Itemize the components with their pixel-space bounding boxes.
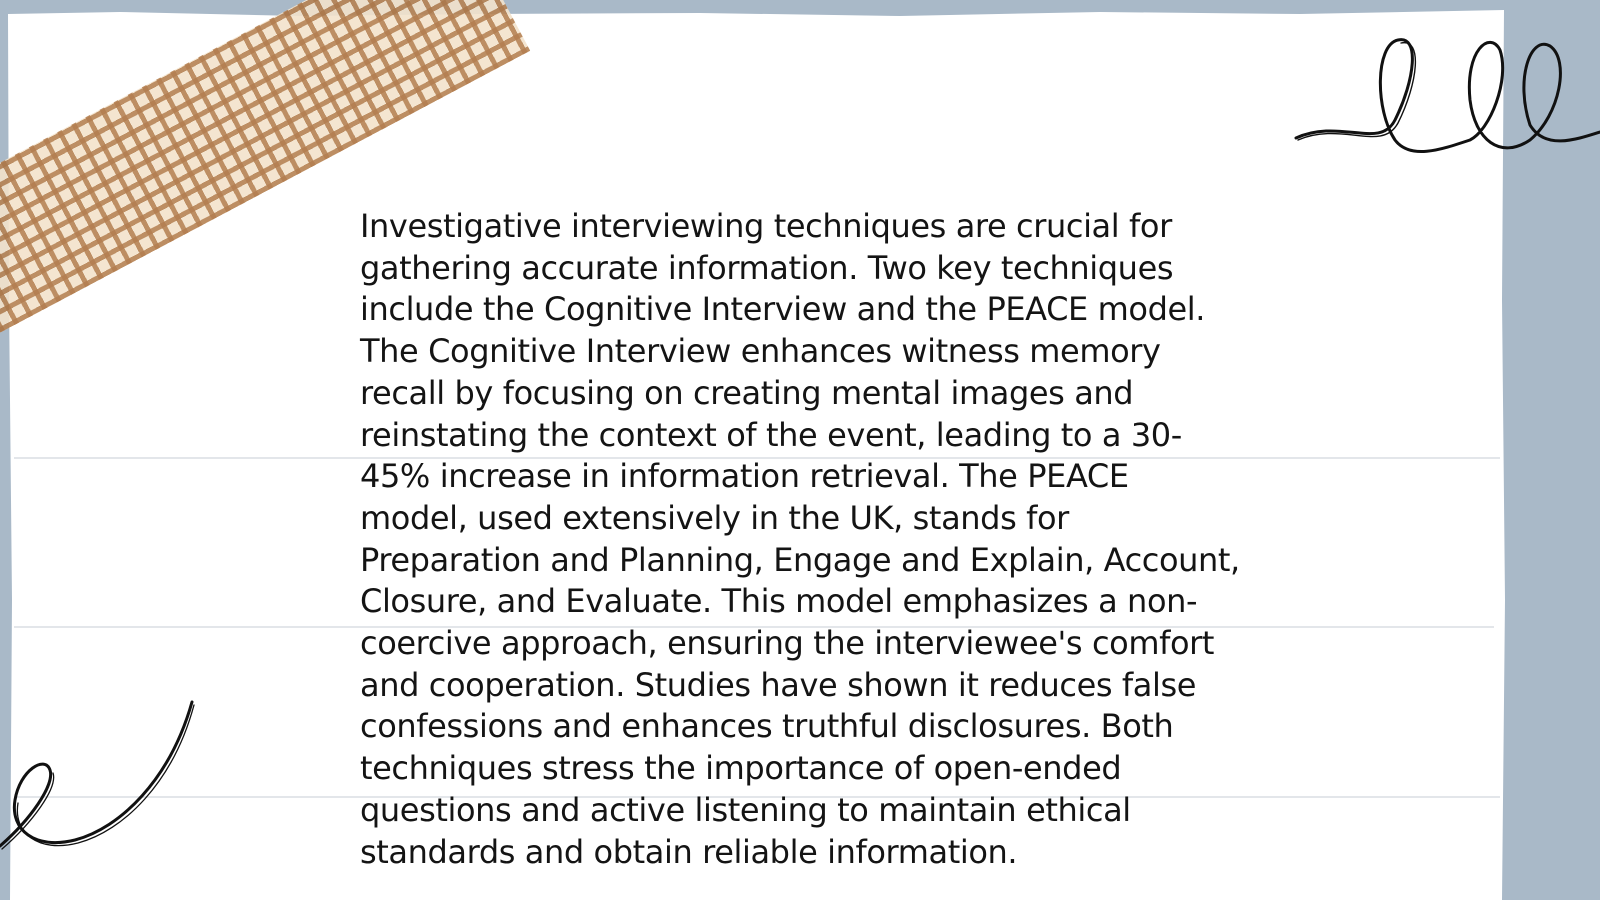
body-paragraph: Investigative interviewing techniques are crucial for gathering accurate information. Two key techniques include the Cognitive Interview and the PEACE model. The Cognitive Interview enhances witness memory recall by focusing on creating mental images and reinstating the context of the event, leading to a 30-45% increase in information retrieval. The PEACE model, used extensively in the UK, stands for Preparation and Planning, Engage and Explain, Account, Closure, and Evaluate. This model emphasizes a non-coercive approach, ensuring the interviewee's comfort and cooperation. Studies have shown it reduces false confessions and enhances truthful disclosures. Both techniques stress the importance of open-ended questions and active listening to maintain ethical standards and obtain reliable information. bbox=[360, 207, 1240, 871]
